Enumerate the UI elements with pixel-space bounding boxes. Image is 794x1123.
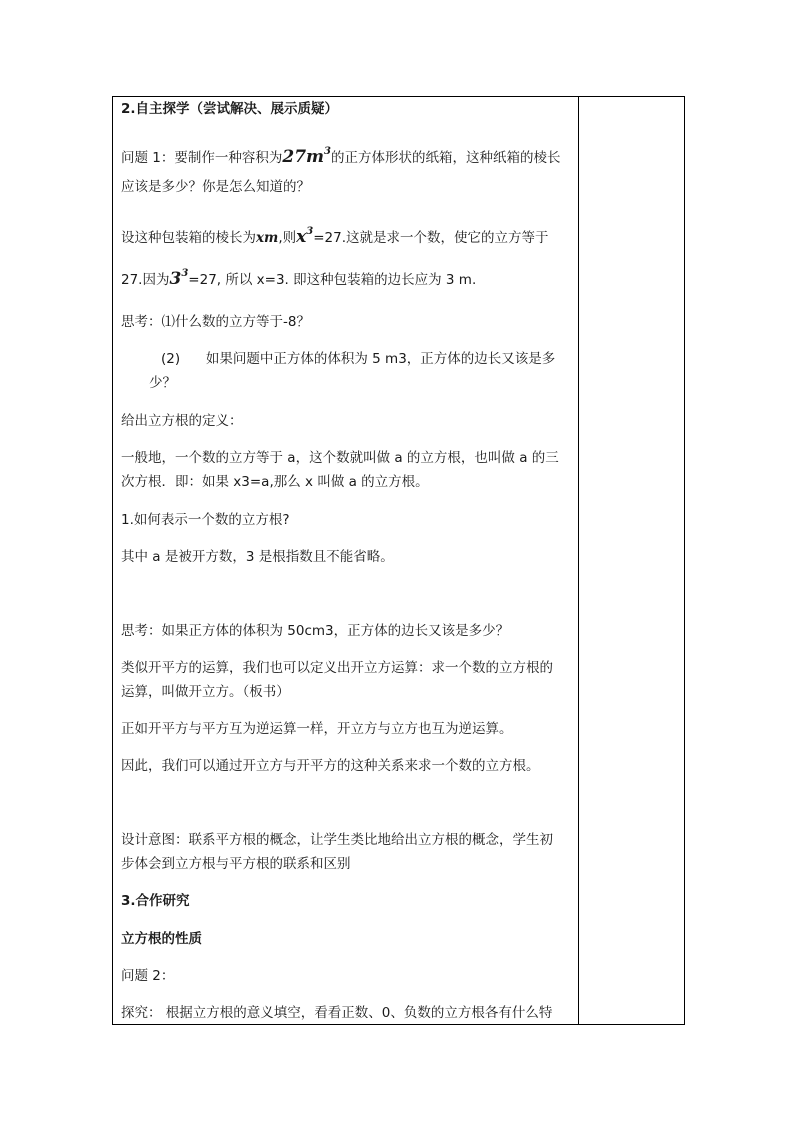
think-2-line-2: 少？	[149, 375, 176, 391]
q1-text-b: 的正方体形状的纸箱，这种纸箱的棱长	[331, 150, 561, 166]
xm-symbol: xm	[256, 230, 279, 246]
cube-root-op-line-2: 运算，叫做开立方。（板书）	[121, 684, 290, 700]
think-2-line-1: (2) 如果问题中正方体的体积为 5 m3，正方体的边长又该是多	[161, 351, 556, 367]
q1-volume: $27m^3$	[282, 146, 332, 167]
think-3: 思考：如果正方体的体积为 50cm3，正方体的边长又该是多少？	[121, 623, 510, 639]
definition-line-1: 一般地，一个数的立方等于 a，这个数就叫做 a 的立方根，也叫做 a 的三	[121, 450, 559, 466]
question-1-line-2: 应该是多少？你是怎么知道的？	[121, 179, 310, 195]
x-cubed: $x^3$	[296, 226, 314, 247]
definition-line-2: 次方根．即：如果 x3=a,那么 x 叫做 a 的立方根。	[121, 474, 429, 490]
lesson-table	[112, 96, 685, 1025]
question-1-line-1	[121, 145, 571, 171]
radicand-note: 其中 a 是被开方数，3 是根指数且不能省略。	[121, 549, 394, 565]
q1-text-a: 问题 1：要制作一种容积为	[121, 150, 283, 166]
solution-line-1: 设这种包装箱的棱长为xm,则$x^3=27$.这就是求一个数，使它的立方等于	[121, 226, 549, 247]
how-to-express: 1.如何表示一个数的立方根?	[121, 512, 290, 528]
three-cubed: $3^3$	[169, 268, 189, 289]
definition-intro: 给出立方根的定义：	[121, 413, 243, 429]
design-intent-line-2: 步体会到立方根与平方根的联系和区别	[121, 856, 351, 872]
explore-line: 探究： 根据立方根的意义填空，看看正数、0、负数的立方根各有什么特	[121, 1005, 553, 1021]
heading-explore: 2.自主探学（尝试解决、展示质疑）	[121, 101, 339, 117]
question-2: 问题 2：	[121, 968, 175, 984]
heading-cooperate: 3.合作研究	[121, 893, 190, 909]
therefore-note: 因此，我们可以通过开立方与开平方的这种关系来求一个数的立方根。	[121, 758, 540, 774]
solution-line-2: 27.因为$3^3=27$, 所以 x=3. 即这种包装箱的边长应为 3 m.	[121, 268, 477, 289]
inverse-note: 正如开平方与平方互为逆运算一样，开立方与立方也互为逆运算。	[121, 721, 513, 737]
heading-property: 立方根的性质	[121, 931, 202, 947]
cube-root-op-line-1: 类似开平方的运算，我们也可以定义出开立方运算：求一个数的立方根的	[121, 660, 553, 676]
column-divider	[578, 97, 579, 1024]
design-intent-line-1: 设计意图：联系平方根的概念，让学生类比地给出立方根的概念，学生初	[121, 832, 553, 848]
think-1: 思考：⑴什么数的立方等于-8？	[121, 314, 310, 330]
